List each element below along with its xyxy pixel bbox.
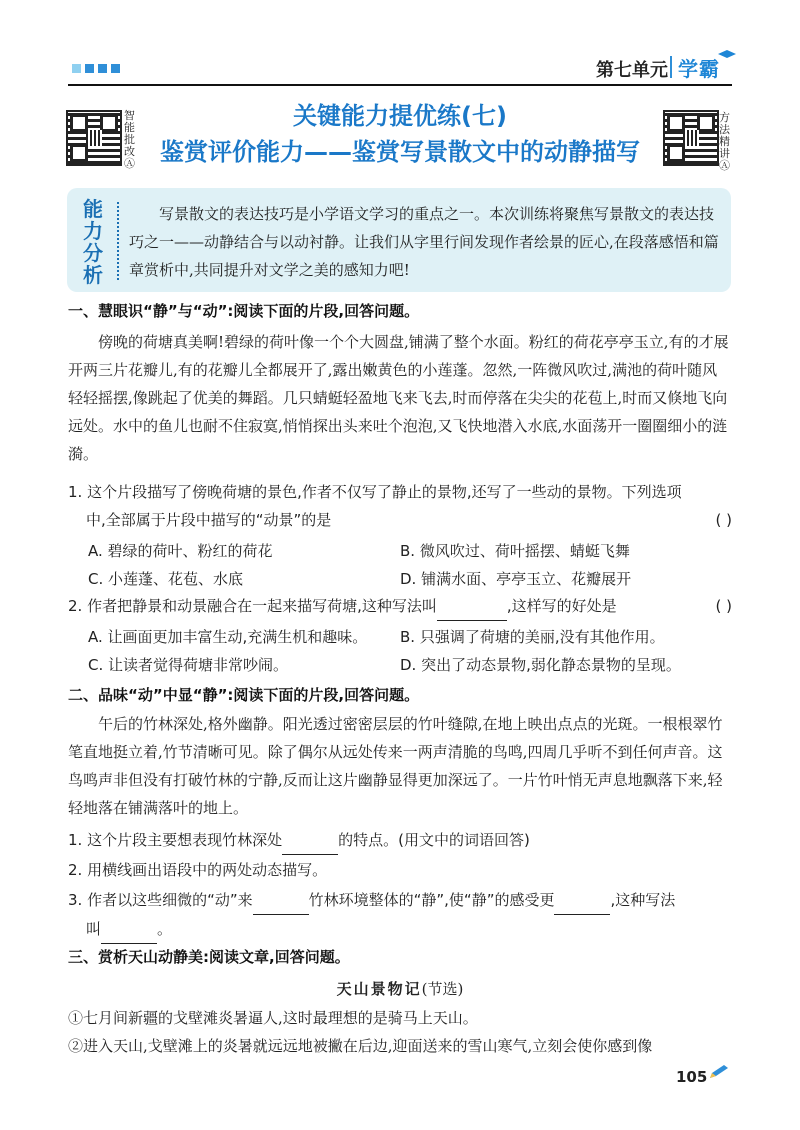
page-subtitle: 鉴赏评价能力——鉴赏写景散文中的动静描写 [160,138,640,166]
header-separator [670,56,672,78]
section-3-heading: 三、赏析天山动静美:阅读文章,回答问题。 [68,948,350,966]
article-paragraph-1: ①七月间新疆的戈壁滩炎暑逼人,这时最理想的是骑马上天山。 [68,1009,478,1027]
question-text: ,这样写的好处是 [506,597,617,615]
answer-blank[interactable] [101,915,157,944]
option-c[interactable]: C. 让读者觉得荷塘非常吵闹。 [88,656,289,674]
question-text: 叫 [86,920,102,938]
article-title [0,978,800,999]
article-title-text: 天山景物记 [336,980,422,998]
section-2-passage: 午后的竹林深处,格外幽静。阳光透过密密层层的竹叶缝隙,在地上映出点点的光斑。一根根翠竹笔直地挺立着,竹节清晰可见。除了偶尔从远处传来一两声清脆的鸟鸣,四周几乎听不到任何声音。这鸟鸣声非但没有打破竹林的宁静,反而让这片幽静显得更加深远了。一片竹叶悄无声息地飘落下来,轻轻地落在铺满落叶的地上。 [68,715,723,817]
option-b[interactable]: B. 只强调了荷塘的美丽,没有其他作用。 [400,628,665,646]
page-title: 关键能力提优练(七) [293,102,507,130]
answer-blank[interactable] [437,592,507,621]
question-text: 。 [157,920,173,938]
qr-left-label: 智能批改Ⓐ [124,109,135,170]
option-d[interactable]: D. 铺满水面、亭亭玉立、花瓣展开 [400,570,632,588]
option-a[interactable]: A. 碧绿的荷叶、粉红的荷花 [88,542,273,560]
ability-text: 写景散文的表达技巧是小学语文学习的重点之一。本次训练将聚焦写景散文的表达技巧之一——动静结合与以动衬静。让我们从字里行间发现作者绘景的匠心,在段落感悟和篇章赏析中,共同提升对文学之美的感知力吧! [129,205,719,279]
question-text: 中,全部属于片段中描写的“动景”的是 [86,511,332,529]
page-number: 105 [676,1068,708,1086]
brand-logo: 学霸 [678,57,720,81]
question-1-1 [68,478,732,534]
header-decoration [72,64,120,73]
question-text: 1. 这个片段主要想表现竹林深处 [68,831,283,849]
qr-right-label: 方法精讲Ⓐ [719,111,730,172]
section-1-heading: 一、慧眼识“静”与“动”:阅读下面的片段,回答问题。 [68,302,420,320]
question-text: 1. 这个片段描写了傍晚荷塘的景色,作者不仅写了静止的景物,还写了一些动的景物。下列选项 [68,483,682,501]
option-c[interactable]: C. 小莲蓬、花苞、水底 [88,570,244,588]
pencil-icon [708,1064,732,1080]
article-paragraph-2: ②进入天山,戈壁滩上的炎暑就远远地被撇在后边,迎面送来的雪山寒气,立刻会使你感到像 [68,1037,653,1055]
header-rule [68,84,732,86]
option-d[interactable]: D. 突出了动态景物,弱化静态景物的呈现。 [400,656,681,674]
ability-analysis-box [67,188,731,292]
question-2-2: 2. 用横线画出语段中的两处动态描写。 [68,861,328,879]
answer-bracket[interactable]: ( ) [715,511,732,529]
section-2-heading: 二、品味“动”中显“静”:阅读下面的片段,回答问题。 [68,686,420,704]
answer-bracket[interactable]: ( ) [715,597,732,615]
ability-label: 能力分析 [83,197,103,287]
question-text: 竹林环境整体的“静”,使“静”的感受更 [308,891,555,909]
question-1-2 [68,592,732,621]
option-b[interactable]: B. 微风吹过、荷叶摇摆、蜻蜓飞舞 [400,542,630,560]
answer-blank[interactable] [282,826,338,855]
question-text: ,这种写法 [610,891,676,909]
answer-blank[interactable] [253,886,309,915]
answer-blank[interactable] [554,886,610,915]
question-text: 2. 作者把静景和动景融合在一起来描写荷塘,这种写法叫 [68,597,437,615]
option-a[interactable]: A. 让画面更加丰富生动,充满生机和趣味。 [88,628,368,646]
question-2-3 [68,886,732,944]
unit-label: 第七单元 [596,60,668,81]
graduation-cap-icon [718,50,736,60]
question-2-1 [68,826,732,855]
article-note: (节选) [421,980,464,998]
ability-divider [117,202,119,280]
section-1-passage: 傍晚的荷塘真美啊!碧绿的荷叶像一个个大圆盘,铺满了整个水面。粉红的荷花亭亭玉立,有的才展开两三片花瓣儿,有的花瓣儿全都展开了,露出嫩黄色的小莲蓬。忽然,一阵微风吹过,满池的荷叶随风轻轻摇摆,像跳起了优美的舞蹈。几只蜻蜓轻盈地飞来飞去,时而停落在尖尖的花苞上,时而又倏地飞向远处。水中的鱼儿也耐不住寂寞,悄悄探出头来吐个泡泡,又飞快地潜入水底,水面荡开一圈圈细小的涟漪。 [68,333,729,463]
question-text: 3. 作者以这些细微的“动”来 [68,891,253,909]
question-text: 的特点。(用文中的词语回答) [338,831,530,849]
